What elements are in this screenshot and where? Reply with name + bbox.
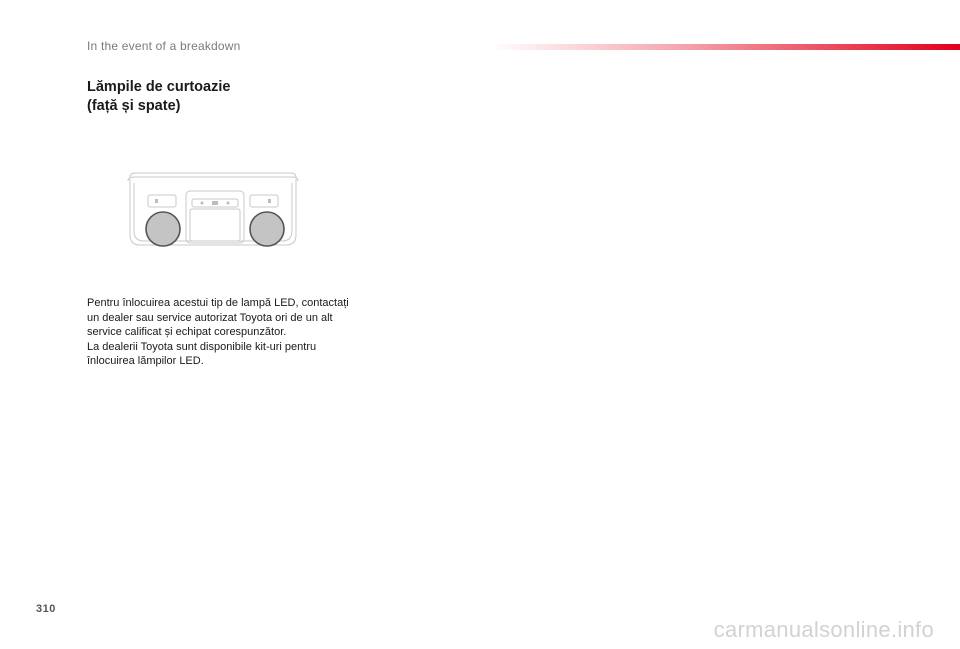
section-header: In the event of a breakdown — [87, 39, 241, 53]
page-title — [87, 78, 230, 116]
header-accent-bar — [490, 44, 960, 50]
instruction-paragraph-1: Pentru înlocuirea acestui tip de lampă LED, contactați un dealer sau service autorizat Toyota ori de un alt service calificat și echipat corespunzător. — [87, 297, 349, 338]
watermark: carmanualsonline.info — [713, 617, 934, 642]
instruction-paragraph-2: La dealerii Toyota sunt disponibile kit-uri pentru înlocuirea lămpilor LED. — [87, 340, 317, 367]
page-title-line2: (față și spate) — [87, 98, 181, 114]
instruction-text — [87, 296, 352, 369]
courtesy-lamp-illustration — [126, 165, 300, 255]
page-title-line1: Lămpile de curtoazie — [87, 79, 231, 95]
page-number: 310 — [36, 603, 56, 615]
